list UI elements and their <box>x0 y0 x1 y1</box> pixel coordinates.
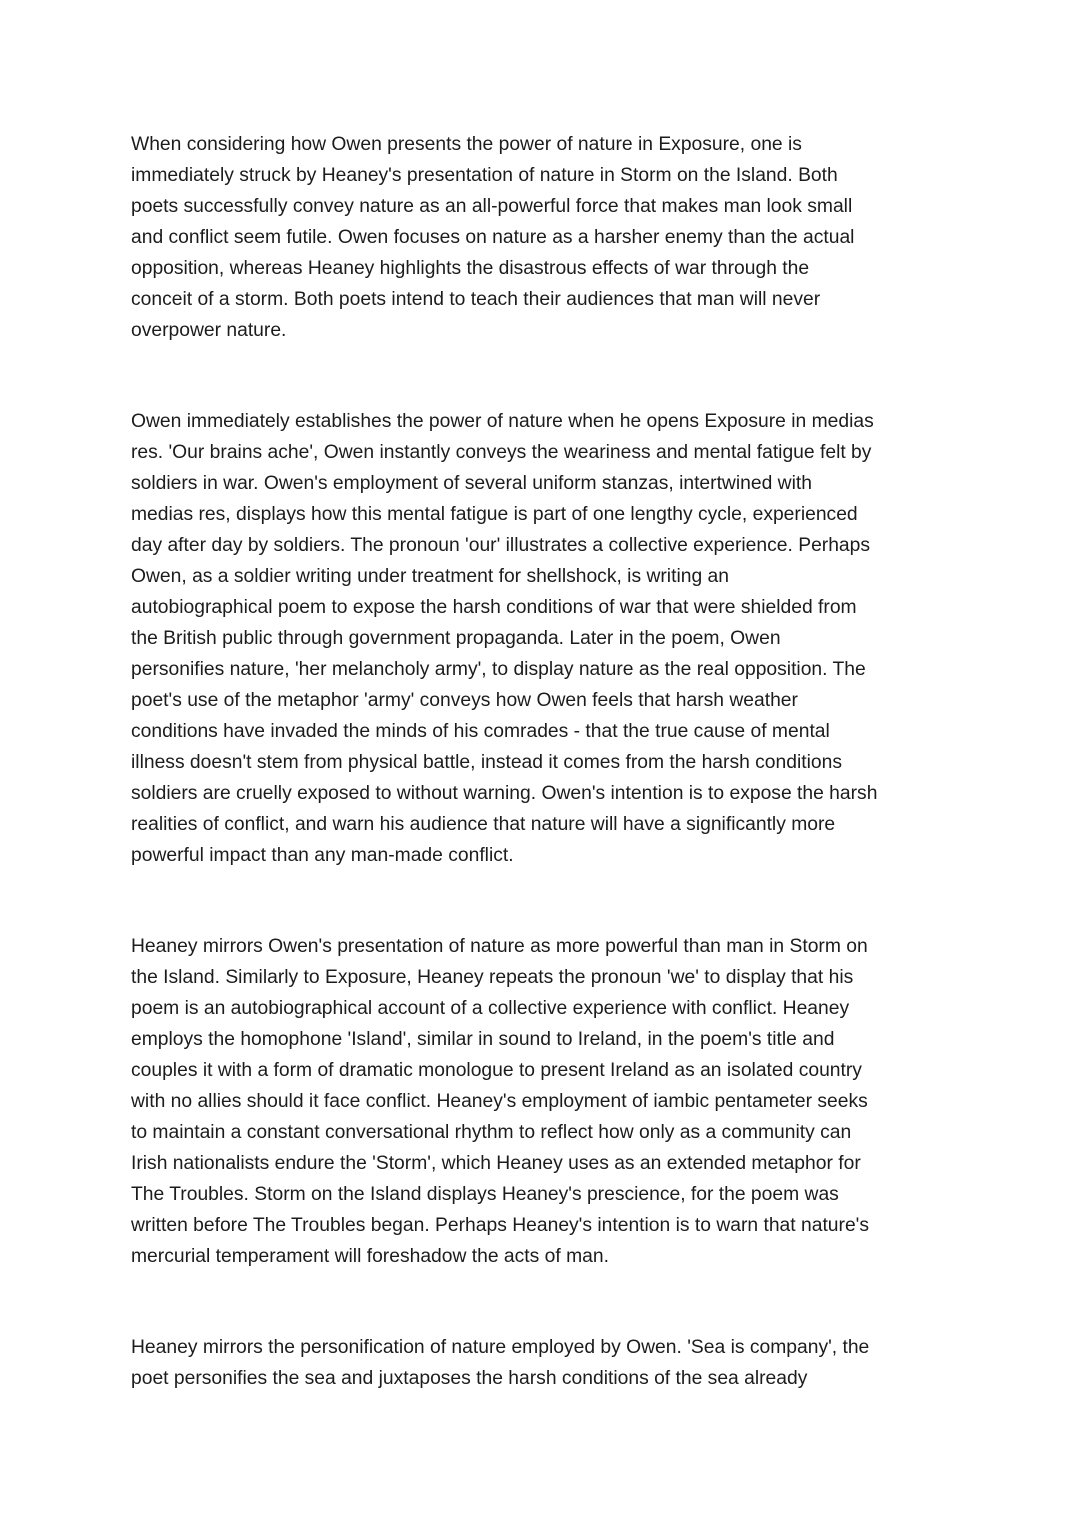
document-page <box>131 129 953 1394</box>
paragraph-heaney-storm: Heaney mirrors Owen's presentation of nature as more powerful than man in Storm on the Island. Similarly to Exposure, Heaney repeats the pronoun 'we' to display that his poem is an autobiographical account of a collective experience with conflict. Heaney employs the homophone 'Island', similar in sound to Ireland, in the poem's title and couples it with a form of dramatic monologue to present Ireland as an isolated country with no allies should it face conflict. Heaney's employment of iambic pentameter seeks to maintain a constant conversational rhythm to reflect how only as a community can Irish nationalists endure the 'Storm', which Heaney uses as an extended metaphor for The Troubles. Storm on the Island displays Heaney's prescience, for the poem was written before The Troubles began. Perhaps Heaney's intention is to warn that nature's mercurial temperament will foreshadow the acts of man. <box>131 936 869 1267</box>
paragraph-personification: Heaney mirrors the personification of nature employed by Owen. 'Sea is company', the poet personifies the sea and juxtaposes the harsh conditions of the sea already <box>131 1337 870 1389</box>
paragraph-introduction: When considering how Owen presents the power of nature in Exposure, one is immediately struck by Heaney's presentation of nature in Storm on the Island. Both poets successfully convey nature as an all-powerful force that makes man look small and conflict seem futile. Owen focuses on nature as a harsher enemy than the actual opposition, whereas Heaney highlights the disastrous effects of war through the conceit of a storm. Both poets intend to teach their audiences that man will never overpower nature. <box>131 134 855 341</box>
paragraph-owen-exposure: Owen immediately establishes the power of nature when he opens Exposure in medias res. 'Our brains ache', Owen instantly conveys the weariness and mental fatigue felt by soldiers in war. Owen's employment of several uniform stanzas, intertwined with medias res, displays how this mental fatigue is part of one lengthy cycle, experienced day after day by soldiers. The pronoun 'our' illustrates a collective experience. Perhaps Owen, as a soldier writing under treatment for shellshock, is writing an autobiographical poem to expose the harsh conditions of war that were shielded from the British public through government propaganda. Later in the poem, Owen personifies nature, 'her melancholy army', to display nature as the real opposition. The poet's use of the metaphor 'army' conveys how Owen feels that harsh weather conditions have invaded the minds of his comrades - that the true cause of mental illness doesn't stem from physical battle, instead it comes from the harsh conditions soldiers are cruelly exposed to without warning. Owen's intention is to expose the harsh realities of conflict, and warn his audience that nature will have a significantly more powerful impact than any man-made conflict. <box>131 411 878 866</box>
